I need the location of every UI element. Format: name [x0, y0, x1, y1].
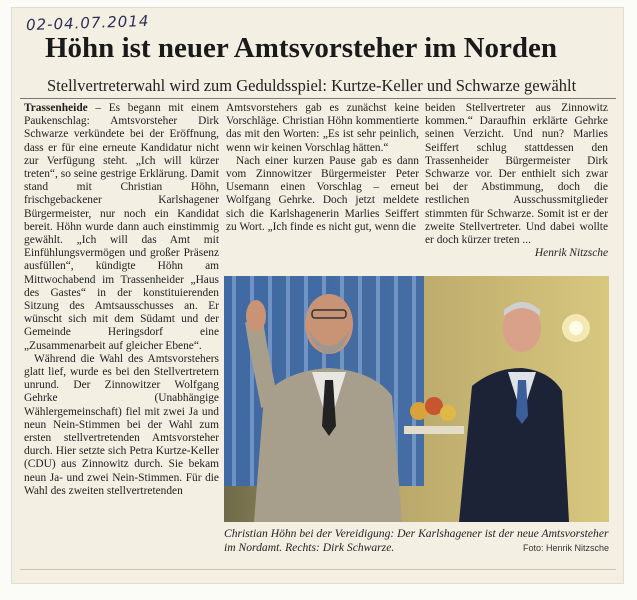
article-photo	[224, 276, 609, 522]
photo-caption: Christian Höhn bei der Vereidigung: Der Karlshagener ist der neue Amtsvorsteher im Nordamt. Rechts: Dirk Schwarze.	[224, 527, 609, 554]
handwritten-date: 02-04.07.2014	[25, 11, 150, 35]
subheadline: Stellvertreterwahl wird zum Geduldsspiel: Kurtze-Keller und Schwarze gewählt	[47, 76, 577, 95]
paragraph: Nach einer kurzen Pause gab es dann vom Zinnowitzer Bürgermeister Peter Usemann einen Vorschlag – erneut Wolfgang Gehrke. Doch jetzt meldete sich die Karlshagenerin Marlies Seiffert zu Wort. „Ich finde es nicht gut, wenn die	[226, 154, 419, 233]
bottom-rule	[20, 569, 616, 570]
article-column-2	[226, 102, 419, 234]
header-rule	[20, 98, 616, 99]
paragraph: beiden Stellvertreter aus Zinnowitz kommen.“ Daraufhin erklärte Gehrke seinen Verzicht. Und nun? Marlies Seiffert schlug stattdessen den Trassenheider Bürgermeister Dirk Schwarze vor. Der enthielt sich zwar bei der Abstimmung, doch die restlichen Ausschussmitglieder stimmten für Schwarze. Somit ist er der zweite Stellvertreter. Und dabei wollte er doch kürzer treten ...	[425, 102, 608, 247]
paragraph: Während die Wahl des Amtsvorstehers glatt lief, wurde es bei den Stellvertretern unrund. Der Zinnowitzer Wolfgang Gehrke (Unabhängige Wählergemeinschaft) fiel mit zwei Ja und neun Nein-Stimmen bei der Wahl zum ersten stellvertretenden Amtsvorsteher durch. Hier setzte sich Petra Kurtze-Keller (CDU) aus Zinnowitz durch. Sie bekam neun Ja- und zwei Nein-Stimmen. Für die Wahl des zweiten stellvertretenden	[24, 352, 219, 497]
article-column-1	[24, 102, 219, 562]
paragraph-text: – Es begann mit einem Paukenschlag: Amtsvorsteher Dirk Schwarze verkündete bei der Eröffnung, dass er für eine erneute Kandidatur nicht zur Verfügung steht. „Ich will kürzer treten“, so seine gestrige Erklärung. Damit stand mit Christian Höhn, frischgebackener Karlshagener Bürgermeister, nur noch ein Kandidat bereit. Höhn wurde dann auch einstimmig gewählt. „Ich will das Amt mit Einfühlungsvermögen und großer Präsenz ausfüllen“, kündigte Höhn am Mittwochabend im Trassenheider „Haus des Gastes“ in der konstituierenden Sitzung des Amtsausschusses an. Er wünscht sich mit dem Südamt und der Gemeinde Heringsdorf eine „Zusammenarbeit auf gleicher Ebene“.	[24, 102, 219, 352]
author-byline: Henrik Nitzsche	[534, 247, 608, 260]
paragraph: Amtsvorstehers gab es zunächst keine Vorschläge. Christian Höhn kommentierte das mit den Worten: „Es ist sehr peinlich, wenn wir keinen Vorschlag hätten.“	[226, 102, 419, 154]
dateline: Trassenheide	[24, 102, 88, 114]
headline: Höhn ist neuer Amtsvorsteher im Norden	[45, 32, 558, 64]
paragraph	[24, 102, 219, 353]
photo-credit: Foto: Henrik Nitzsche	[522, 543, 609, 553]
article-column-3	[425, 102, 608, 260]
photo-illustration	[224, 276, 609, 522]
